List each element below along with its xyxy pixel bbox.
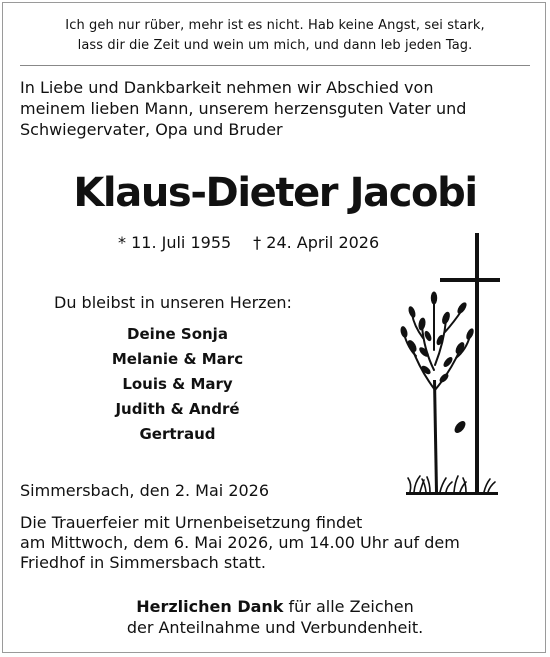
tree-with-cross-icon [400,230,500,498]
mourner-name: Louis & Mary [122,375,233,393]
deceased-name: Klaus-Dieter Jacobi [73,170,477,216]
mourner-name: Gertraud [139,425,216,443]
funeral-details [20,513,540,573]
thanks-rest: für alle Zeichen [288,597,414,616]
place-date: Simmersbach, den 2. Mai 2026 [20,481,270,500]
intro-line: meinem lieben Mann, unserem herzensguten Vater und [20,99,467,118]
life-dates [118,233,379,253]
thanks-text [0,596,550,638]
birth-date: * 11. Juli 1955 [118,233,232,252]
intro-text [20,77,540,140]
thanks-bold: Herzlichen Dank [136,597,284,616]
service-line: Die Trauerfeier mit Urnenbeisetzung findet [20,513,363,532]
mourners-heading: Du bleibst in unseren Herzen: [54,293,292,312]
mourner-name: Melanie & Marc [111,350,244,368]
poem-line: lass dir die Zeit und wein um mich, und dann leb jeden Tag. [77,38,473,53]
service-line: Friedhof in Simmersbach statt. [20,553,266,572]
intro-line: Schwiegervater, Opa und Bruder [20,120,283,139]
service-line: am Mittwoch, dem 6. Mai 2026, um 14.00 Uhr auf dem [20,533,460,552]
divider [20,65,530,66]
thanks-line [0,596,550,617]
mourner-name: Deine Sonja [127,325,228,343]
poem-line: Ich geh nur rüber, mehr ist es nicht. Hab keine Angst, sei stark, [65,18,485,33]
mourner-name: Judith & André [115,400,240,418]
intro-line: In Liebe und Dankbarkeit nehmen wir Abschied von [20,78,434,97]
mourners-list [80,322,275,447]
thanks-line: der Anteilnahme und Verbundenheit. [126,618,424,637]
death-date: † 24. April 2026 [253,233,380,252]
poem [0,16,550,56]
